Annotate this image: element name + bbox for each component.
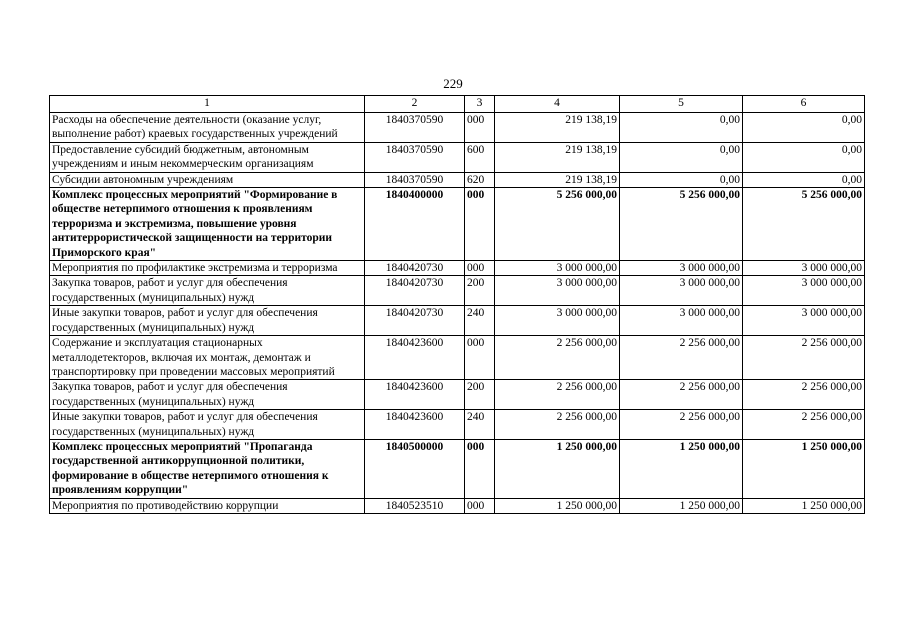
row-target-code: 1840420730 [365, 261, 465, 276]
row-value-5: 0,00 [620, 142, 743, 172]
row-value-5: 3 000 000,00 [620, 261, 743, 276]
row-value-5: 3 000 000,00 [620, 276, 743, 306]
row-value-5: 2 256 000,00 [620, 336, 743, 380]
row-value-4: 1 250 000,00 [495, 439, 620, 498]
row-value-6: 3 000 000,00 [743, 306, 865, 336]
table-row [50, 306, 865, 336]
row-name: Комплекс процессных мероприятий "Пропаганда государственной антикоррупционной политики, формирование в обществе нетерпимого отношения к проявлениям коррупции" [50, 439, 365, 498]
row-value-5: 0,00 [620, 113, 743, 143]
row-value-5: 2 256 000,00 [620, 380, 743, 410]
row-target-code: 1840420730 [365, 306, 465, 336]
row-target-code: 1840523510 [365, 498, 465, 513]
row-expense-type: 240 [465, 410, 495, 440]
col-header-5: 5 [620, 96, 743, 113]
row-value-4: 2 256 000,00 [495, 336, 620, 380]
col-header-2: 2 [365, 96, 465, 113]
row-name: Закупка товаров, работ и услуг для обеспечения государственных (муниципальных) нужд [50, 276, 365, 306]
row-expense-type: 620 [465, 172, 495, 187]
row-expense-type: 000 [465, 113, 495, 143]
table-row [50, 261, 865, 276]
row-value-4: 219 138,19 [495, 113, 620, 143]
table-row [50, 498, 865, 513]
table-row-section [50, 188, 865, 261]
table-row [50, 142, 865, 172]
row-expense-type: 200 [465, 276, 495, 306]
row-value-4: 1 250 000,00 [495, 498, 620, 513]
row-value-6: 2 256 000,00 [743, 380, 865, 410]
row-expense-type: 240 [465, 306, 495, 336]
row-value-5: 3 000 000,00 [620, 306, 743, 336]
row-expense-type: 600 [465, 142, 495, 172]
row-target-code: 1840370590 [365, 172, 465, 187]
col-header-1: 1 [50, 96, 365, 113]
row-target-code: 1840370590 [365, 142, 465, 172]
row-value-4: 2 256 000,00 [495, 380, 620, 410]
row-target-code: 1840423600 [365, 380, 465, 410]
header-row [50, 96, 865, 113]
row-target-code: 1840370590 [365, 113, 465, 143]
col-header-3: 3 [465, 96, 495, 113]
row-name: Комплекс процессных мероприятий "Формирование в обществе нетерпимого отношения к проявлениям терроризма и экстремизма, повышение уровня антитеррористической защищенности на территории Приморского края" [50, 188, 365, 261]
table-row [50, 113, 865, 143]
row-value-6: 0,00 [743, 172, 865, 187]
row-target-code: 1840423600 [365, 336, 465, 380]
col-header-6: 6 [743, 96, 865, 113]
row-target-code: 1840423600 [365, 410, 465, 440]
table-row [50, 172, 865, 187]
row-target-code: 1840400000 [365, 188, 465, 261]
row-expense-type: 200 [465, 380, 495, 410]
col-header-4: 4 [495, 96, 620, 113]
table-row [50, 380, 865, 410]
row-value-6: 0,00 [743, 113, 865, 143]
row-value-5: 5 256 000,00 [620, 188, 743, 261]
row-expense-type: 000 [465, 498, 495, 513]
row-value-6: 0,00 [743, 142, 865, 172]
row-value-6: 3 000 000,00 [743, 276, 865, 306]
row-name: Иные закупки товаров, работ и услуг для обеспечения государственных (муниципальных) нужд [50, 410, 365, 440]
row-value-4: 2 256 000,00 [495, 410, 620, 440]
row-name: Закупка товаров, работ и услуг для обеспечения государственных (муниципальных) нужд [50, 380, 365, 410]
row-value-6: 2 256 000,00 [743, 410, 865, 440]
row-name: Расходы на обеспечение деятельности (оказание услуг, выполнение работ) краевых государственных учреждений [50, 113, 365, 143]
row-expense-type: 000 [465, 336, 495, 380]
row-value-5: 1 250 000,00 [620, 439, 743, 498]
row-name: Мероприятия по противодействию коррупции [50, 498, 365, 513]
row-value-5: 2 256 000,00 [620, 410, 743, 440]
budget-table [49, 95, 865, 514]
row-value-5: 0,00 [620, 172, 743, 187]
row-value-5: 1 250 000,00 [620, 498, 743, 513]
table-row [50, 336, 865, 380]
row-target-code: 1840420730 [365, 276, 465, 306]
row-value-4: 219 138,19 [495, 172, 620, 187]
row-value-4: 5 256 000,00 [495, 188, 620, 261]
row-name: Субсидии автономным учреждениям [50, 172, 365, 187]
page-number: 229 [443, 76, 463, 91]
row-value-4: 3 000 000,00 [495, 306, 620, 336]
row-value-6: 2 256 000,00 [743, 336, 865, 380]
row-name: Иные закупки товаров, работ и услуг для обеспечения государственных (муниципальных) нужд [50, 306, 365, 336]
table-row [50, 410, 865, 440]
row-value-6: 5 256 000,00 [743, 188, 865, 261]
row-expense-type: 000 [465, 188, 495, 261]
row-value-6: 1 250 000,00 [743, 439, 865, 498]
table-row-section [50, 439, 865, 498]
row-value-4: 3 000 000,00 [495, 276, 620, 306]
table-row [50, 276, 865, 306]
row-expense-type: 000 [465, 261, 495, 276]
row-expense-type: 000 [465, 439, 495, 498]
row-target-code: 1840500000 [365, 439, 465, 498]
row-value-4: 219 138,19 [495, 142, 620, 172]
row-value-6: 1 250 000,00 [743, 498, 865, 513]
row-value-6: 3 000 000,00 [743, 261, 865, 276]
row-name: Содержание и эксплуатация стационарных металлодетекторов, включая их монтаж, демонтаж и транспортировку при проведении массовых мероприятий [50, 336, 365, 380]
row-name: Мероприятия по профилактике экстремизма и терроризма [50, 261, 365, 276]
row-value-4: 3 000 000,00 [495, 261, 620, 276]
row-name: Предоставление субсидий бюджетным, автономным учреждениям и иным некоммерческим организациям [50, 142, 365, 172]
